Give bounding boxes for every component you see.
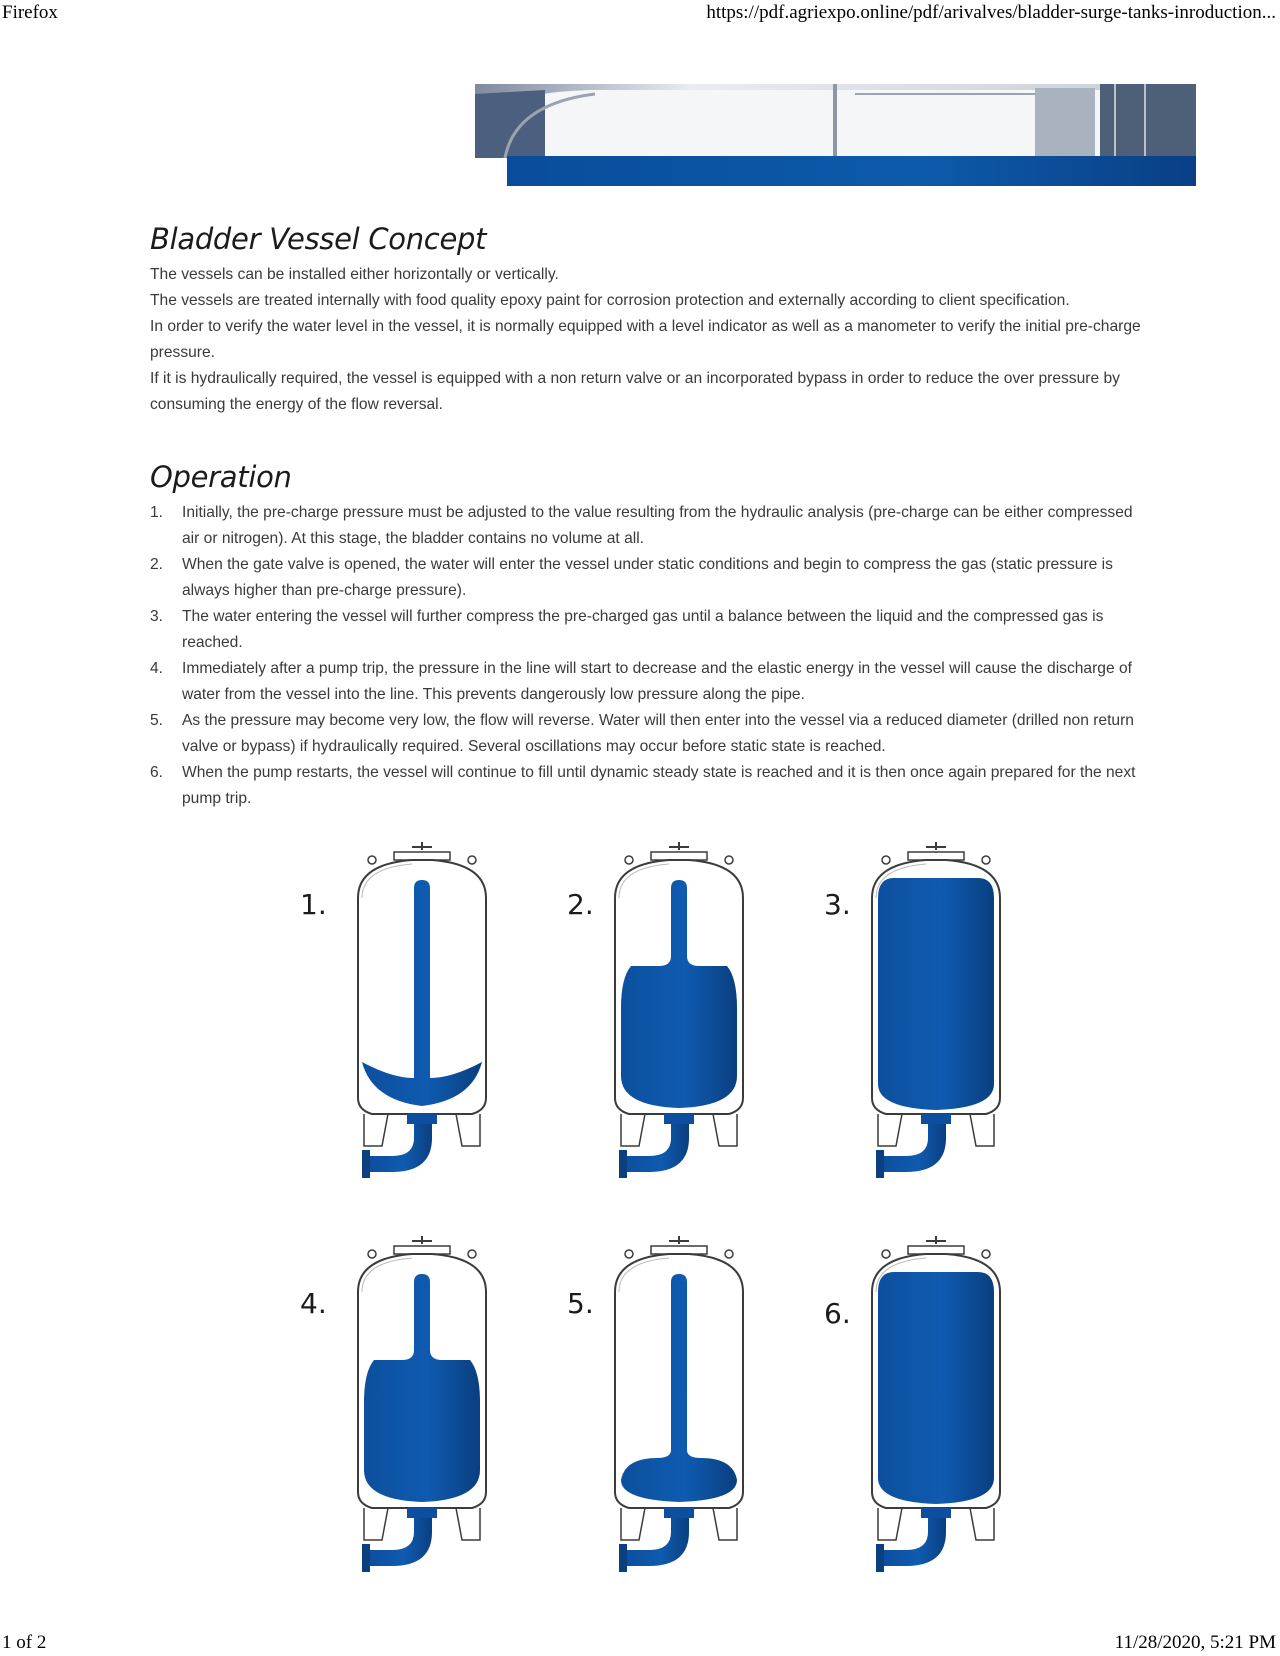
vessel-figure-3: [814, 838, 1024, 1198]
bladder-vessel-diagram: [609, 1232, 759, 1592]
vessel-figure-2: [557, 838, 767, 1198]
figure-label: 6.: [824, 1297, 851, 1330]
operation-steps-list: [150, 500, 1150, 812]
concept-paragraph: The vessels can be installed either horizontally or vertically.: [150, 266, 559, 283]
concept-paragraph: If it is hydraulically required, the vessel is equipped with a non return valve or an incorporated bypass in order to reduce the over pressure by consuming the energy of the flow reversal.: [150, 370, 1120, 413]
page-number: 1 of 2: [2, 1632, 47, 1653]
vessel-figure-6: [814, 1232, 1024, 1592]
bladder-vessel-diagram: [866, 838, 1016, 1198]
vessel-figure-5: [557, 1232, 767, 1592]
list-item: 3. The water entering the vessel will further compress the pre-charged gas until a balance between the liquid and the compressed gas is reached.: [150, 608, 1104, 651]
figure-label: 3.: [824, 888, 851, 921]
figure-label: 4.: [300, 1287, 327, 1320]
page-url[interactable]: https://pdf.agriexpo.online/pdf/arivalves/bladder-surge-tanks-inroduction...: [706, 2, 1276, 23]
bladder-vessel-diagram: [352, 1232, 502, 1592]
vessel-figure-1: [300, 838, 510, 1198]
list-item: 1. Initially, the pre-charge pressure must be adjusted to the value resulting from the hydraulic analysis (pre-charge can be either compressed air or nitrogen). At this stage, the bladder contains no volume at all.: [150, 504, 1133, 547]
figure-label: 5.: [567, 1287, 594, 1320]
list-item: 5. As the pressure may become very low, the flow will reverse. Water will then enter into the vessel via a reduced diameter (drilled non return valve or bypass) if hydraulically required. Several oscillations may occur before static state is reached.: [150, 712, 1134, 755]
print-timestamp: 11/28/2020, 5:21 PM: [1114, 1632, 1276, 1653]
figure-label: 2.: [567, 888, 594, 921]
list-item: 6. When the pump restarts, the vessel will continue to fill until dynamic steady state is reached and it is then once again prepared for the next pump trip.: [150, 764, 1136, 807]
list-item: 2. When the gate valve is opened, the water will enter the vessel under static conditions and begin to compress the gas (static pressure is always higher than pre-charge pressure).: [150, 556, 1113, 599]
figure-label: 1.: [300, 888, 327, 921]
document-body: [150, 222, 1150, 812]
concept-heading: Bladder Vessel Concept: [150, 222, 487, 256]
concept-paragraph: In order to verify the water level in the vessel, it is normally equipped with a level indicator as well as a manometer to verify the initial pre-charge pressure.: [150, 318, 1141, 361]
concept-paragraph: The vessels are treated internally with food quality epoxy paint for corrosion protection and externally according to client specification.: [150, 292, 1070, 309]
print-header: [0, 0, 1280, 28]
print-footer: [0, 1630, 1280, 1656]
operation-heading: Operation: [150, 460, 292, 494]
vessel-figure-4: [300, 1232, 510, 1592]
bladder-vessel-diagram: [352, 838, 502, 1198]
bladder-vessel-diagram: [866, 1232, 1016, 1592]
header-banner-image: [475, 84, 1196, 186]
browser-name: Firefox: [2, 2, 58, 23]
bladder-vessel-diagram: [609, 838, 759, 1198]
list-item: 4. Immediately after a pump trip, the pressure in the line will start to decrease and the elastic energy in the vessel will cause the discharge of water from the vessel into the line. This prevents dangerously low pressure along the pipe.: [150, 660, 1132, 703]
